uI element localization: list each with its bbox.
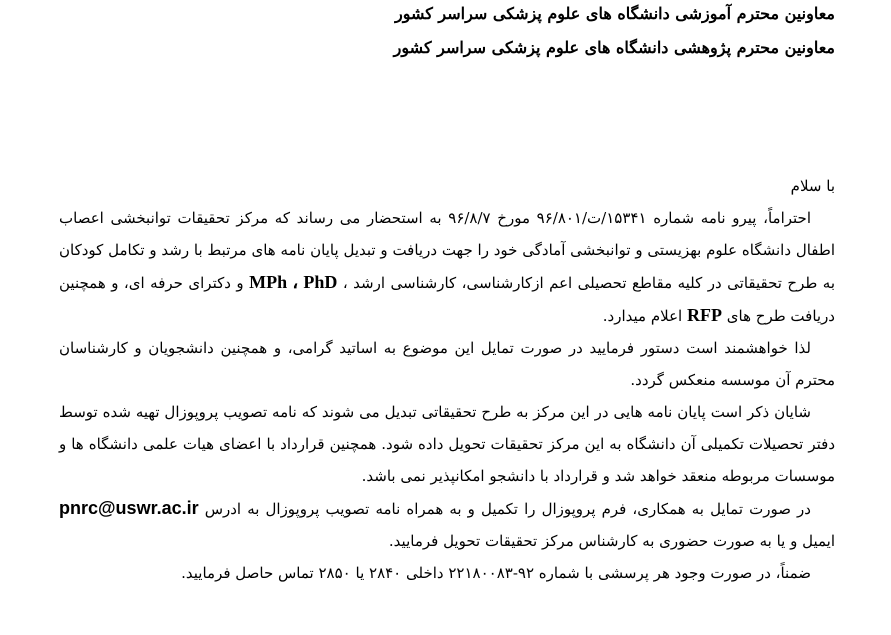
paragraph-intro-text: احتراماً، پیرو نامه شماره ۱۵۳۴۱/ت/۹۶/۸۰۱ مورخ ۹۶/۸/۷ به استحضار می رساند که مرکز تحقیقات توانبخشی اعصاب اطفال دانشگاه علوم بهزیستی و توانبخشی آمادگی خود را جهت دریافت و تبدیل پایان نامه های مرتبط با رشد و تکامل کودکان به طرح تحقیقاتی در کلیه مقاطع تحصیلی اعم ازکارشناسی، کارشناسی ارشد ، [59,209,836,292]
paragraph-submission-text: در صورت تمایل به همکاری، فرم پروپوزال را تکمیل و به همراه نامه تصویب پروپوزال به ادرس [204,500,811,518]
addressee-education: معاونین محترم آموزشی دانشگاه های علوم پزشکی سراسر کشور [394,4,835,23]
paragraph-intro [59,202,835,332]
paragraph-intro-middle: و دکترای حرفه ای، و همچنین دریافت طرح های [59,274,835,325]
paragraph-request: لذا خواهشمند است دستور فرمایید در صورت تمایل این موضوع به اساتید گرامی، و همچنین دانشجویان و کارشناسان محترم آن موسسه منعکس گردد. [59,339,835,389]
addressee-research: معاونین محترم پژوهشی دانشگاه های علوم پزشکی سراسر کشور [393,38,835,57]
letter-body [59,170,835,589]
paragraph-contact: ضمناً، در صورت وجود هر پرسشی با شماره ۹۲-۲۲۱۸۰۰۸۳ داخلی ۲۸۴۰ یا ۲۸۵۰ تماس حاصل فرمایید. [181,564,811,582]
paragraph-submission-end: ایمیل و یا به صورت حضوری به کارشناس مرکز تحقیقات تحویل فرمایید. [388,532,835,550]
rfp-acronym: RFP [686,305,722,325]
email-address[interactable]: pnrc@uswr.ac.ir [59,498,199,518]
paragraph-intro-end: اعلام میدارد. [602,307,683,325]
paragraph-submission [59,492,835,557]
salutation: با سلام [790,177,835,195]
degree-acronyms: MPh ، PhD [249,272,338,292]
paragraph-conditions: شایان ذکر است پایان نامه هایی در این مرکز به طرح تحقیقاتی تبدیل می شوند که نامه تصویب پروپوزال تهیه شده توسط دفتر تحصیلات تکمیلی آن دانشگاه به این مرکز تحقیقات تحویل داده شود. همچنین قرارداد با اعضای هیات علمی دانشگاه ها و موسسات مربوطه منعقد خواهد شد و قرارداد با دانشجو امکانپذیر نمی باشد. [59,403,835,485]
